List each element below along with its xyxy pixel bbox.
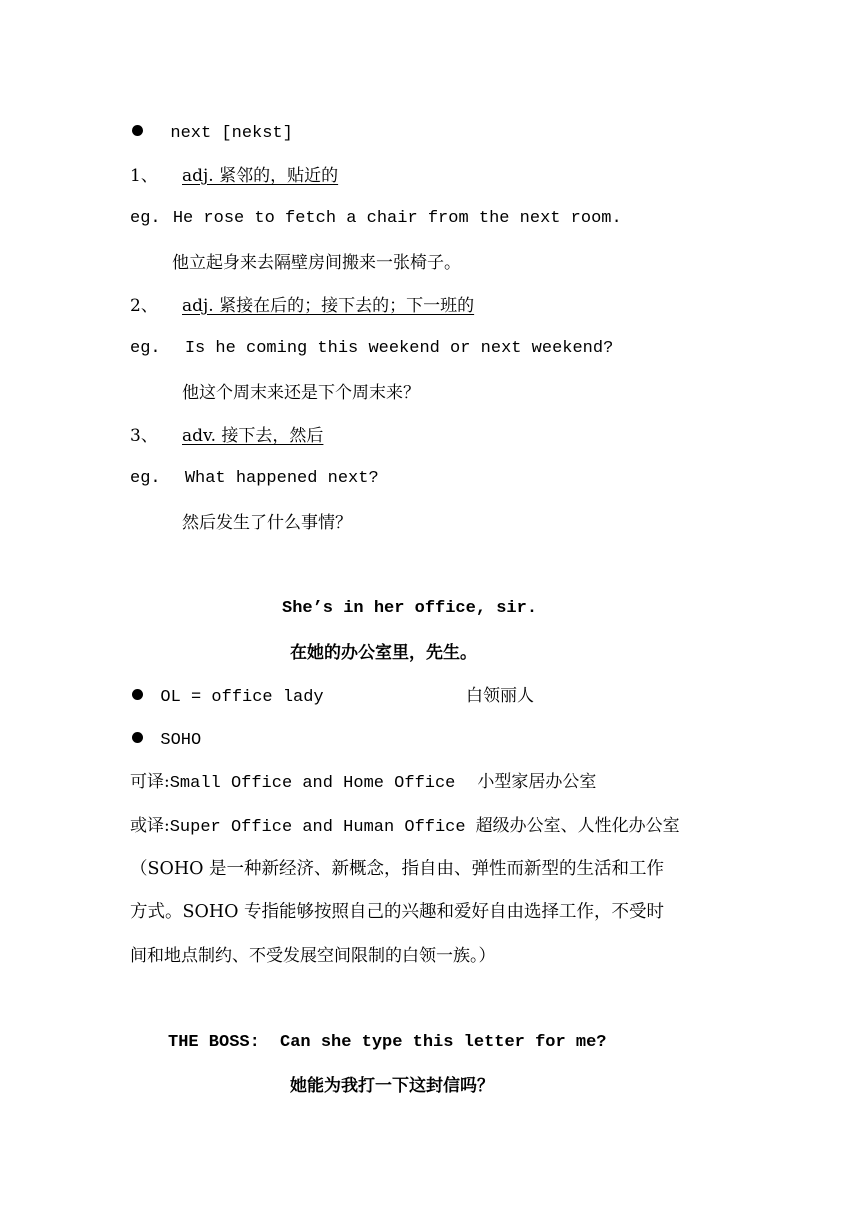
dialogue-1-english: She’s in her office, sir. [282,599,538,618]
sense-definition: adv. 接下去，然后 [182,426,324,446]
sense-definition: adj. 紧接在后的；接下去的；下一班的 [182,296,475,316]
example-1-line [130,207,622,231]
sense-number: 3、 [130,426,158,446]
soho-note-line-1: （SOHO 是一种新经济、新概念，指自由、弹性而新型的生活和工作 [130,859,665,879]
translation-chinese: 超级办公室、人性化办公室 [475,816,680,836]
dialogue-2-chinese: 她能为我打一下这封信吗？ [290,1076,494,1096]
sense-number: 1、 [130,166,158,186]
translation-english: Small Office and Home Office [169,774,456,793]
translation-3: 然后发生了什么事情？ [182,513,352,533]
sense-3-line [130,424,323,448]
headword-line [132,120,293,146]
soho-note-line-2: 方式。SOHO 专指能够按照自己的兴趣和爱好自由选择工作，不受时 [130,902,665,922]
dialogue-1-chinese: 在她的办公室里，先生。 [290,643,477,663]
dialogue-2-english: Can she type this letter for me? [280,1033,607,1052]
soho-note-line-3: 间和地点制约、不受发展空间限制的白领一族。） [130,946,496,966]
translation-1: 他立起身来去隔壁房间搬来一张椅子。 [172,253,461,273]
example-sentence: Is he coming this weekend or next weekend? [184,339,614,358]
eg-label: eg. [130,469,161,488]
translation-chinese: 小型家居办公室 [477,772,597,792]
example-3-line [130,467,379,491]
speaker-label: THE BOSS: [168,1033,260,1052]
headword: next [nekst] [170,124,293,143]
bullet-icon [132,689,143,700]
translation-english: Super Office and Human Office [169,818,466,837]
soho-translation-1 [130,770,596,796]
sense-2-line [130,294,474,318]
example-2-line [130,337,613,361]
ol-term: OL = office lady [160,688,324,707]
soho-line [132,727,201,753]
bullet-icon [132,125,143,136]
dialogue-2-line [168,1031,606,1055]
ol-meaning: 白领丽人 [466,686,534,706]
bullet-icon [132,732,143,743]
eg-label: eg. [130,209,161,228]
soho-translation-2 [130,814,680,840]
translation-label: 可译: [130,772,170,792]
sense-number: 2、 [130,296,158,316]
soho-term: SOHO [160,731,202,750]
sense-definition: adj. 紧邻的，贴近的 [182,166,339,186]
sense-1-line [130,164,338,188]
example-sentence: What happened next? [184,469,379,488]
translation-2: 他这个周末来还是下个周末来？ [182,383,420,403]
example-sentence: He rose to fetch a chair from the next room. [172,209,622,228]
eg-label: eg. [130,339,161,358]
translation-label: 或译: [130,816,170,836]
ol-line [132,684,324,710]
